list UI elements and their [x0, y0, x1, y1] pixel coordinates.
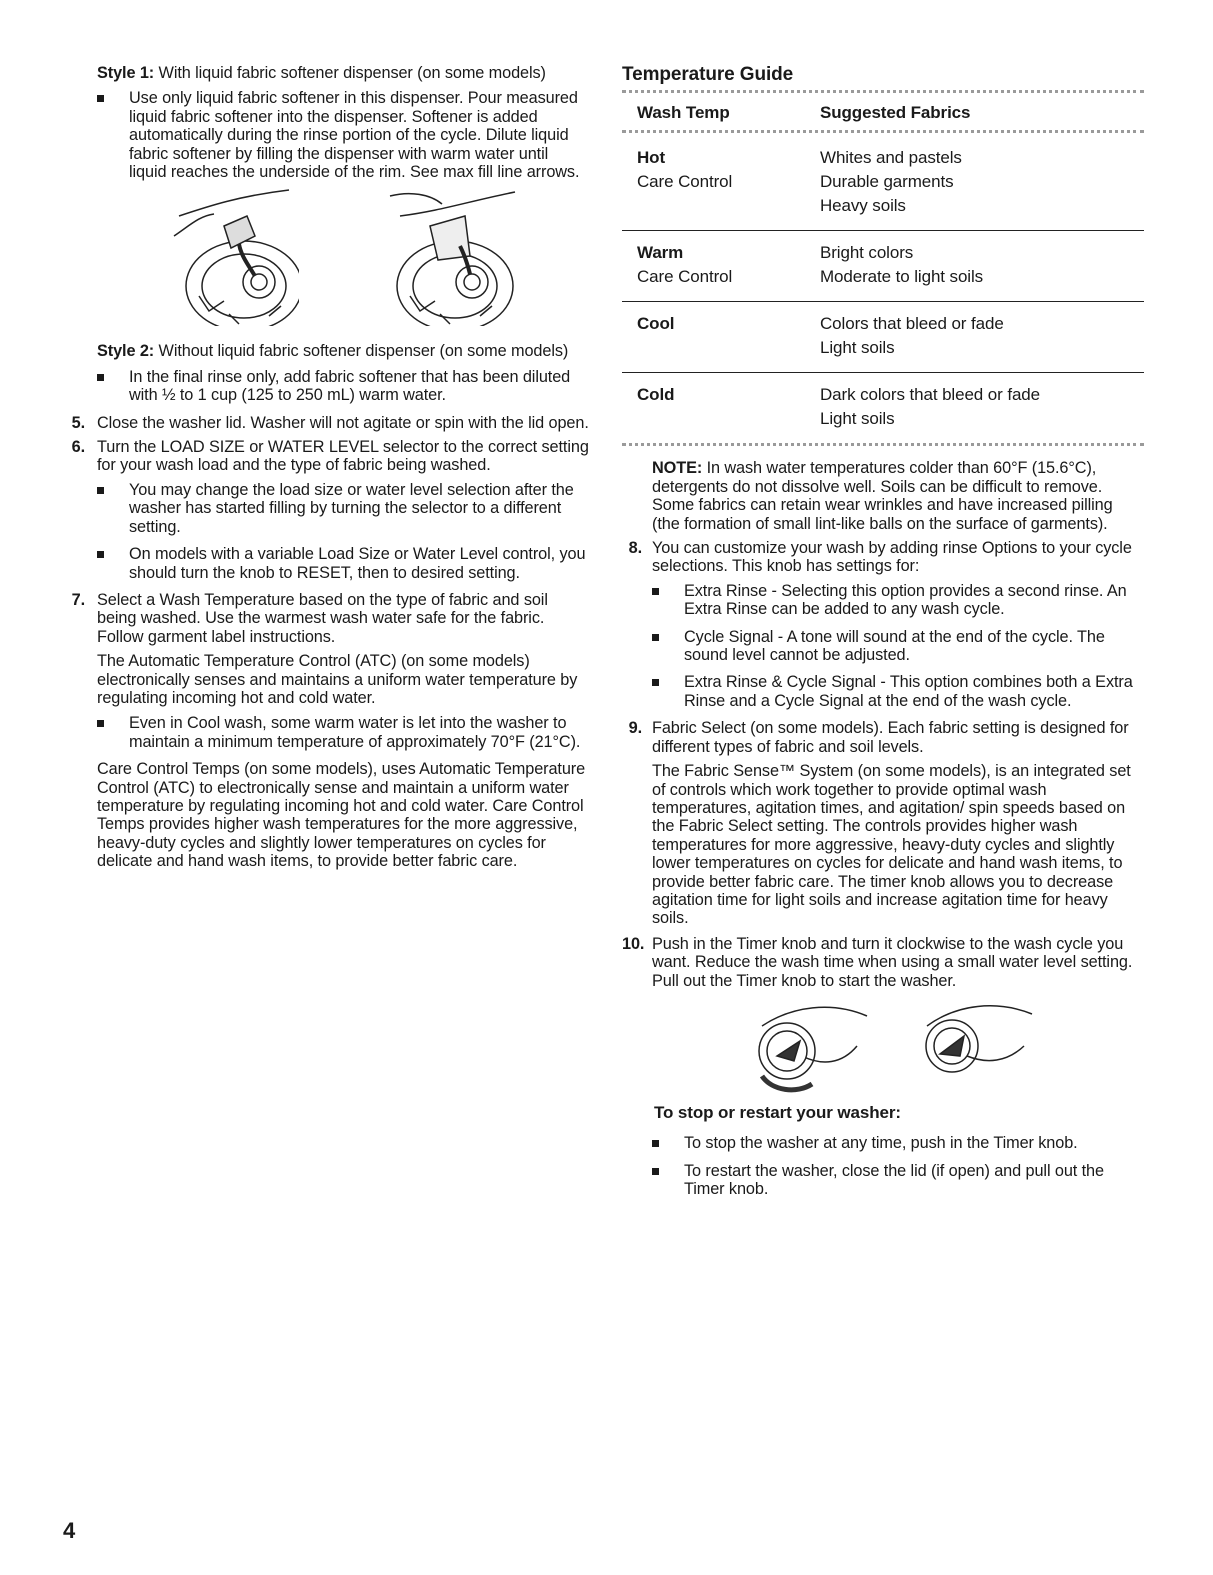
- temperature-guide-title: Temperature Guide: [622, 64, 794, 85]
- note-label: NOTE:: [652, 459, 703, 478]
- style2-heading: [97, 342, 589, 360]
- fabric-item: Colors that bleed or fade: [820, 314, 1004, 334]
- wash-temp-cell: [637, 383, 820, 431]
- stop-bullet-2: To restart the washer, close the lid (if open) and pull out the Timer knob.: [652, 1162, 1144, 1199]
- style1-heading: [97, 64, 589, 82]
- stop-bullet-1: To stop the washer at any time, push in the Timer knob.: [652, 1134, 1144, 1152]
- stop-restart-title: To stop or restart your washer:: [654, 1102, 901, 1122]
- wash-temp-cell: [637, 312, 820, 360]
- step-7: [71, 590, 589, 646]
- wash-temp-name: Warm: [637, 243, 684, 263]
- wash-temp-sub: Care Control: [637, 267, 733, 287]
- step-number: 8.: [628, 539, 642, 558]
- fabric-item: Dark colors that bleed or fade: [820, 385, 1041, 405]
- step-number: 5.: [71, 413, 85, 432]
- step6-bullet-2: On models with a variable Load Size or Water Level control, you should turn the knob to RESET, then to desired setting.: [97, 545, 589, 582]
- wash-temp-sub: Care Control: [637, 172, 733, 192]
- page-number: 4: [63, 1518, 76, 1543]
- pull-knob-icon: [912, 996, 1062, 1096]
- step-number: 7.: [71, 590, 85, 609]
- fabrics-cell: [820, 241, 983, 289]
- temperature-row: [622, 373, 1144, 443]
- step-number: 6.: [71, 438, 85, 457]
- step-text: Turn the LOAD SIZE or WATER LEVEL selector to the correct setting for your wash load and the type of fabric being washed.: [97, 438, 589, 475]
- fabric-sense-paragraph: The Fabric Sense™ System (on some models), is an integrated set of controls which work together to provide optimal wash temperatures, agitation times, and agitation/ spin speeds based on the Fabric Select setting. The controls provides higher wash temperatures for more aggressive, heavy-duty cycles and slightly lower temperatures on cycles for delicate and hand wash items, to provide better fabric care. The timer knob allows you to decrease agitation time for light soils and increase agitation time for heavy soils.: [652, 762, 1131, 928]
- right-column: [622, 64, 1144, 1208]
- style1-label: Style 1:: [97, 64, 155, 82]
- style1-text: With liquid fabric softener dispenser (on some models): [154, 64, 546, 82]
- step-text: Select a Wash Temperature based on the type of fabric and soil being washed. Use the warmest wash water safe for the fabric. Follow garment label instructions.: [97, 590, 548, 646]
- col-suggested-fabrics: Suggested Fabrics: [820, 103, 971, 122]
- fabric-item: Bright colors: [820, 243, 914, 263]
- fabric-item: Light soils: [820, 409, 895, 429]
- style2-label: Style 2:: [97, 342, 155, 361]
- step6-bullet-1: You may change the load size or water level selection after the washer has started filling by turning the selector to a different setting.: [97, 481, 589, 536]
- temperature-row: [622, 231, 1144, 301]
- temperature-row: [622, 136, 1144, 230]
- note-text: In wash water temperatures colder than 60°F (15.6°C), detergents do not dissolve well. Soils can be difficult to remove. Some fabrics can retain wear wrinkles and have increased pilling (the formation of small lint-like balls on the surface of garments).: [652, 459, 1113, 533]
- wash-temp-cell: [637, 146, 820, 218]
- temperature-row: [622, 302, 1144, 372]
- fabric-item: Whites and pastels: [820, 148, 962, 168]
- dispenser-illustration: [97, 190, 589, 330]
- step-text: Push in the Timer knob and turn it clockwise to the wash cycle you want. Reduce the wash time when using a small water level setting. Pull out the Timer knob to start the washer.: [652, 934, 1133, 990]
- step-5: [71, 413, 589, 432]
- timer-knob-illustration: [622, 996, 1144, 1096]
- note-paragraph: [652, 459, 1144, 533]
- fabrics-cell: [820, 383, 1040, 431]
- col-wash-temp: Wash Temp: [637, 103, 730, 122]
- wash-temp-name: Cold: [637, 385, 675, 405]
- step8-bullet-1: Extra Rinse - Selecting this option provides a second rinse. An Extra Rinse can be added to any wash cycle.: [652, 582, 1144, 619]
- fabric-item: Moderate to light soils: [820, 267, 984, 287]
- step7-bullet-1: Even in Cool wash, some warm water is let into the washer to maintain a minimum temperature of approximately 70°F (21°C).: [97, 714, 589, 751]
- step-number: 9.: [628, 719, 642, 738]
- wash-temp-name: Cool: [637, 314, 675, 334]
- style2-text: Without liquid fabric softener dispenser (on some models): [154, 342, 569, 361]
- fabric-item: Heavy soils: [820, 196, 906, 216]
- style1-bullet: Use only liquid fabric softener in this dispenser. Pour measured liquid fabric softener into the dispenser. Softener is added automatically during the rinse portion of the cycle. Dilute liquid fabric softener by filling the dispenser with warm water until liquid reaches the underside of the rim. See max fill line arrows.: [97, 89, 589, 181]
- step-number: 10.: [622, 934, 645, 953]
- atc-paragraph: The Automatic Temperature Control (ATC) (on some models) electronically senses and maintains a uniform water temperature by regulating incoming hot and cold water.: [97, 652, 578, 707]
- wash-temp-name: Hot: [637, 148, 666, 168]
- pour-bottle-illustration: [169, 186, 299, 326]
- step-8: [628, 539, 1144, 576]
- step-text: You can customize your wash by adding rinse Options to your cycle selections. This knob has settings for:: [652, 539, 1132, 576]
- step8-bullet-3: Extra Rinse & Cycle Signal - This option combines both a Extra Rinse and a Cycle Signal at the end of the wash cycle.: [652, 673, 1144, 710]
- fabric-item: Light soils: [820, 338, 895, 358]
- fabrics-cell: [820, 146, 962, 218]
- care-control-paragraph: Care Control Temps (on some models), uses Automatic Temperature Control (ATC) to electronically sense and maintain a uniform water temperature by regulating incoming hot and cold water. Care Control Temps provides higher wash temperatures for the more aggressive, heavy-duty cycles and slightly lower temperatures on cycles for delicate and hand wash items, to provide better fabric care.: [97, 760, 586, 871]
- step-6: [71, 438, 589, 475]
- push-turn-knob-icon: [742, 996, 902, 1096]
- fabric-item: Durable garments: [820, 172, 954, 192]
- wash-temp-cell: [637, 241, 820, 289]
- fabrics-cell: [820, 312, 1004, 360]
- step-text: Fabric Select (on some models). Each fabric setting is designed for different types of fabric and soil levels.: [652, 719, 1129, 756]
- left-column: [71, 64, 589, 878]
- step8-bullet-2: Cycle Signal - A tone will sound at the end of the cycle. The sound level cannot be adjusted.: [652, 628, 1144, 665]
- pour-cup-illustration: [380, 186, 520, 326]
- temperature-guide-table: [622, 136, 1144, 443]
- style2-bullet: In the final rinse only, add fabric softener that has been diluted with ½ to 1 cup (125 to 250 mL) warm water.: [97, 368, 589, 405]
- step-text: Close the washer lid. Washer will not agitate or spin with the lid open.: [97, 413, 589, 432]
- step-10: [622, 934, 1144, 990]
- step-9: [628, 719, 1144, 756]
- temperature-guide-header: [622, 96, 1144, 130]
- dotted-rule: [622, 443, 1144, 449]
